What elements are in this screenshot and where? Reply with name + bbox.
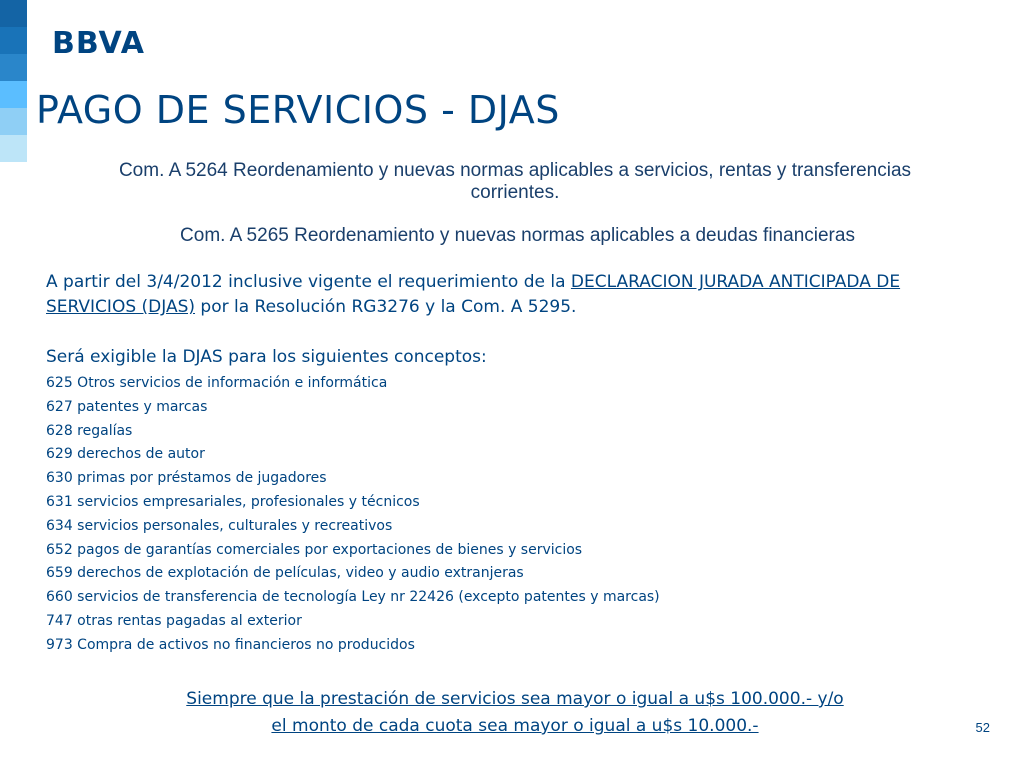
list-item: 630 primas por préstamos de jugadores bbox=[46, 470, 327, 487]
list-item: 629 derechos de autor bbox=[46, 446, 205, 463]
slide-title: PAGO DE SERVICIOS - DJAS bbox=[36, 88, 560, 132]
stripe-block bbox=[0, 0, 27, 27]
threshold-note bbox=[100, 686, 930, 740]
com-a-5264-text: Com. A 5264 Reordenamiento y nuevas normas aplicables a servicios, rentas y transferencias corrientes. bbox=[118, 160, 912, 203]
list-item: 973 Compra de activos no financieros no producidos bbox=[46, 636, 415, 653]
concepts-heading: Será exigible la DJAS para los siguientes conceptos: bbox=[46, 347, 487, 367]
list-item: 627 patentes y marcas bbox=[46, 398, 208, 415]
stripe-block bbox=[0, 81, 27, 108]
threshold-line-1: Siempre que la prestación de servicios sea mayor o igual a u$s 100.000.- y/o bbox=[186, 689, 844, 709]
stripe-block bbox=[0, 27, 27, 54]
list-item: 628 regalías bbox=[46, 422, 133, 439]
bbva-logo: BBVA bbox=[52, 26, 145, 61]
paragraph-prefix: A partir del 3/4/2012 inclusive vigente el requerimiento de la bbox=[46, 272, 571, 292]
threshold-line-2: el monto de cada cuota sea mayor o igual a u$s 10.000.- bbox=[271, 716, 759, 736]
com-a-5265-text: Com. A 5265 Reordenamiento y nuevas normas aplicables a deudas financieras bbox=[180, 225, 855, 246]
list-item: 660 servicios de transferencia de tecnología Ley nr 22426 (excepto patentes y marcas) bbox=[46, 589, 660, 606]
list-item: 659 derechos de explotación de películas, video y audio extranjeras bbox=[46, 565, 524, 582]
paragraph-suffix: por la Resolución RG3276 y la Com. A 5295. bbox=[195, 297, 577, 317]
stripe-block bbox=[0, 54, 27, 81]
list-item: 634 servicios personales, culturales y recreativos bbox=[46, 517, 393, 534]
djas-link[interactable]: DECLARACION JURADA ANTICIPADA DE SERVICIOS (DJAS) bbox=[46, 272, 901, 317]
stripe-block bbox=[0, 135, 27, 162]
list-item: 747 otras rentas pagadas al exterior bbox=[46, 612, 302, 629]
stripe-block bbox=[0, 108, 27, 135]
list-item: 625 Otros servicios de información e informática bbox=[46, 375, 388, 391]
list-item: 652 pagos de garantías comerciales por exportaciones de bienes y servicios bbox=[46, 541, 583, 558]
djas-paragraph bbox=[46, 270, 986, 320]
page-number: 52 bbox=[975, 720, 990, 735]
list-item: 631 servicios empresariales, profesionales y técnicos bbox=[46, 493, 420, 510]
concepts-list bbox=[46, 372, 660, 658]
